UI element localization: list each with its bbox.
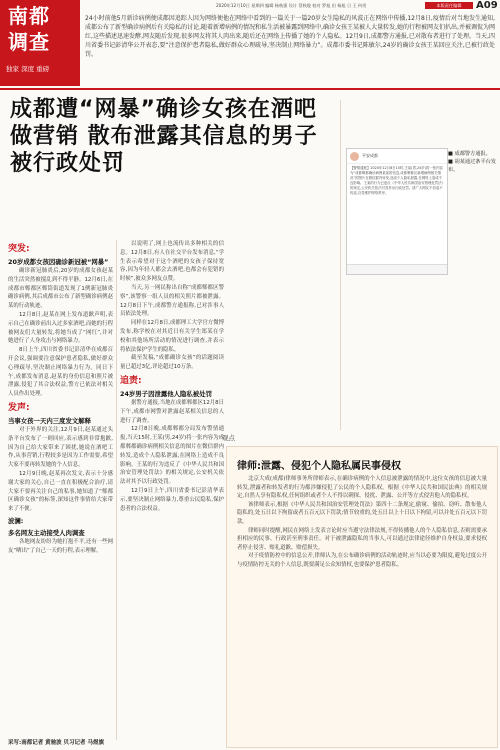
body-paragraph: 以说明了,网上也流传出多种相关的信息。12月8日,有人在社交平台发布消息,“学生表示希望对于这个酒吧的女孩子保持宽容,因为年轻人都会去酒吧,也都会有犯错的时候”,被众多网友点赞。 — [120, 241, 224, 283]
body-paragraph: 截至发稿,“成都确诊女孩”的话题阅读量已超过3亿,评论超过10万条。 — [120, 355, 224, 371]
page-number: A09 — [476, 0, 498, 11]
caption-line-1: ■ 成都警方通报。 — [448, 151, 491, 157]
opinion-label: 观点 — [222, 434, 235, 442]
editor-badge: 本版责任编辑 — [425, 2, 473, 9]
commentary-paragraph: 对于疫情防控中的信息公开,律师认为,在公布确诊病例的活动轨迹时,应当以必要为限度,避免过度公开与疫情防控无关的个人信息,既要满足公众知情权,也要保护患者隐私。 — [237, 553, 487, 568]
intro-paragraph: 24小时前他5月新诊病例便成都因追踪人因为网络便他在网络中看到的一篇关于一篇20岁女生隐私的风波正在网络中传播,12月8日,疫情后对当地发生通知,成都公布了新型确诊病例后有关隐私的讨论,随着新增病例的情况和私生活被暴露到网络中,确诊女孩王某被人大量转发,她的行程被网友们扒出,并被调侃为网红,这些描述迅速发酵,网友随后发现,很多网友将其人肉出来,随后还在网络上传播了她的个人隐私。12月9日,成都警方通报,已对散布者进行了处理。当天,四川省委书记彭清华公开表态,要“注意保护患者隐私,做好群众心理疏导,坚决制止网络暴力”。成都市委书记陈敏尔,24岁的确诊女孩王某回应关注,已被行政处罚。 — [85, 15, 495, 58]
avatar — [350, 152, 359, 161]
caption-line-2: ■ 胡某通过条平台发布。 — [448, 159, 497, 173]
masthead — [0, 0, 80, 86]
screenshot-text: 【警情通报】2020年12月8日15时,王某(男,24岁)将一张内容为“成都郫都确诊病例某某的信息,成都郫都区新增病例相关情况”的图片在微信群内转发,造成个人隐私泄露,在网络上造成不良影响。王某的行为已违反《中华人民共和国治安管理处罚法》的规定,公安机关依法对其作出行政处罚。请广大网友不信谣不传谣,自觉维护网络秩序。 — [350, 166, 444, 195]
body-paragraph: 据警方通报,当地在成都郫都区12月8日下午,成都市网警对泄露赵某相关信息的人进行了调查。 — [120, 399, 224, 424]
headline: 成都遭“网暴”确诊女孩在酒吧做营销 散布泄露其信息的男子被行政处罚 — [10, 97, 318, 176]
byline-credits: 采写:南都记者 黄驰波 贝习记者 马煜旗 — [8, 740, 104, 746]
body-paragraph: 当天,另一网民称出自称“成都郫都区警察”,该警察一组人员的相关照片都被泄露。12月8日下午,成都警方通报称,已对涉事人员依法处理。 — [120, 284, 224, 318]
screenshot-account-name: 平安成都 — [362, 153, 378, 158]
article-column-1 — [8, 240, 113, 745]
image-caption — [448, 150, 498, 174]
masthead-title-line2: 调查 — [8, 30, 50, 54]
body-paragraph: 8日上午,四川省委书记彭清华在成都召开会议,强调要注意保护患者隐私,做好群众心理疏导,坚决制止网络暴力行为。同日下午,成都发布消息,赵某的身份信息和照片被泄露,侵犯了其合法权益,警方已依法对相关人员作出处理。 — [8, 347, 113, 398]
dateline: 2020年12月10日 星期四 编辑 杨秋强 设计 蔡秋俊 校对 罗旭 田 杨旭 日 王 何贵 — [216, 3, 367, 8]
body-paragraph: 确诊新冠肺炎后,20岁的成都女孩赵某的生活突然被搅乱到不得平静。12月6日,在成都市郫都区郫筒街道发现了1例新冠肺炎确诊病例,其后成都市公布了新型确诊病例赵某的行动轨迹。 — [8, 268, 113, 310]
screenshot-action-bar — [347, 264, 447, 274]
sub-heading: 波澜: — [8, 516, 24, 525]
body-paragraph: 12月8日晚,成都郫都分局发布警情通报,当天15时,王某(男,24岁)将一张内容为成都郫都确诊病例相关信息的图片在微信群内转发,造成个人隐私泄露,在网络上造成不良影响。王某的行为违反了《中华人民共和国治安管理处罚法》的相关规定,公安机关依法对其予以行政处罚。 — [120, 426, 224, 486]
section-heading: 发声: — [8, 402, 30, 413]
body-paragraph: 各地网友纷纷为她打抱不平,还有一些网友“晒出”了自己一天的行程,表示理解。 — [8, 538, 113, 554]
column-divider — [340, 100, 341, 430]
commentary-paragraph: 律师同时提醒,网民在网络上发表言论时应当遵守法律法规,不得传播他人的个人隐私信息,否则需要承担相应的民事、行政甚至刑事责任。对于被泄露隐私的当事人,可以通过法律途径维护自身权益,要求侵权者停止侵害、赔礼道歉、赔偿损失。 — [237, 527, 487, 551]
commentary-body — [237, 475, 487, 725]
lawyer-commentary-box — [226, 446, 498, 748]
screenshot-header — [347, 149, 447, 164]
commentary-paragraph: 北京大成(成都)律师事务所律师表示,在确诊病例的个人信息被泄露的情况中,这位女孩的信息被大量转发,泄露者和转发者的行为都涉嫌侵犯了公民的个人隐私权。根据《中华人民共和国民法典》的相关规定,自然人享有隐私权,任何组织或者个人不得以刺探、侵扰、泄露、公开等方式侵害他人的隐私权。 — [237, 476, 487, 500]
column-divider — [116, 240, 117, 740]
article-column-2 — [120, 240, 224, 745]
body-paragraph: 12月8日,赵某在网上发布道歉声明,表示自己在确诊前出入过多家酒吧,而她的行程被网友们大量转发,将她当成了“网红”,并对她进行了人身攻击与网络暴力。 — [8, 311, 113, 345]
masthead-title-line1: 南都 — [8, 4, 50, 28]
body-paragraph: 对于外界的关注,12月9日,赵某通过头条平台发布了一则回应,表示感到非常抱歉,因为自己给大家带来了困扰,她说在酒吧工作,从事营销,行程较多是因为工作需要,希望大家不要再转发她的个人信息。 — [8, 426, 113, 469]
sub-heading: 24岁男子因泄露他人隐私被处罚 — [120, 389, 212, 398]
sub-heading: 20岁成都女孩因确诊新冠被“网暴” — [8, 258, 109, 266]
section-heading: 追责: — [120, 375, 142, 386]
sub-heading: 多名网友主动接受人肉调查 — [8, 528, 85, 537]
section-heading: 突发: — [8, 244, 30, 254]
divider-line — [0, 88, 500, 90]
weibo-screenshot-image — [346, 148, 448, 275]
body-paragraph: 12月9日上午,四川省委书记彭清华表示,要坚决制止网络暴力,尊重公民隐私,保护患者的合法权益。 — [120, 487, 224, 512]
body-paragraph: 12月9日晚,赵某再次发文,表示十分感谢大家的关心,自己一直在积极配合治疗,请大家不要再关注自己的私事,她知道了“郫都区确诊女孩”的标签,深知这件事情给大家带来了不便。 — [8, 470, 113, 513]
masthead-slogan: 独家 深度 重磅 — [6, 65, 50, 73]
body-paragraph: 同样在12月8日,成都理工大学官方微博发布,称学校在对其近日有关学生郑某在学校和其他场所活动的情况进行调查,并表示将依法保护学生的隐私。 — [120, 320, 224, 353]
sub-heading: 当事女孩一天内三度发文解释 — [8, 416, 92, 425]
commentary-title: 律师:泄露、侵犯个人隐私属民事侵权 — [237, 461, 401, 472]
commentary-paragraph: 该律师表示,根据《中华人民共和国治安管理处罚法》第四十二条规定,偷窥、偷拍、窃听、散布他人隐私的,处五日以下拘留或者五百元以下罚款;情节较重的,处五日以上十日以下拘留,可以并处五百元以下罚款。 — [237, 501, 487, 525]
